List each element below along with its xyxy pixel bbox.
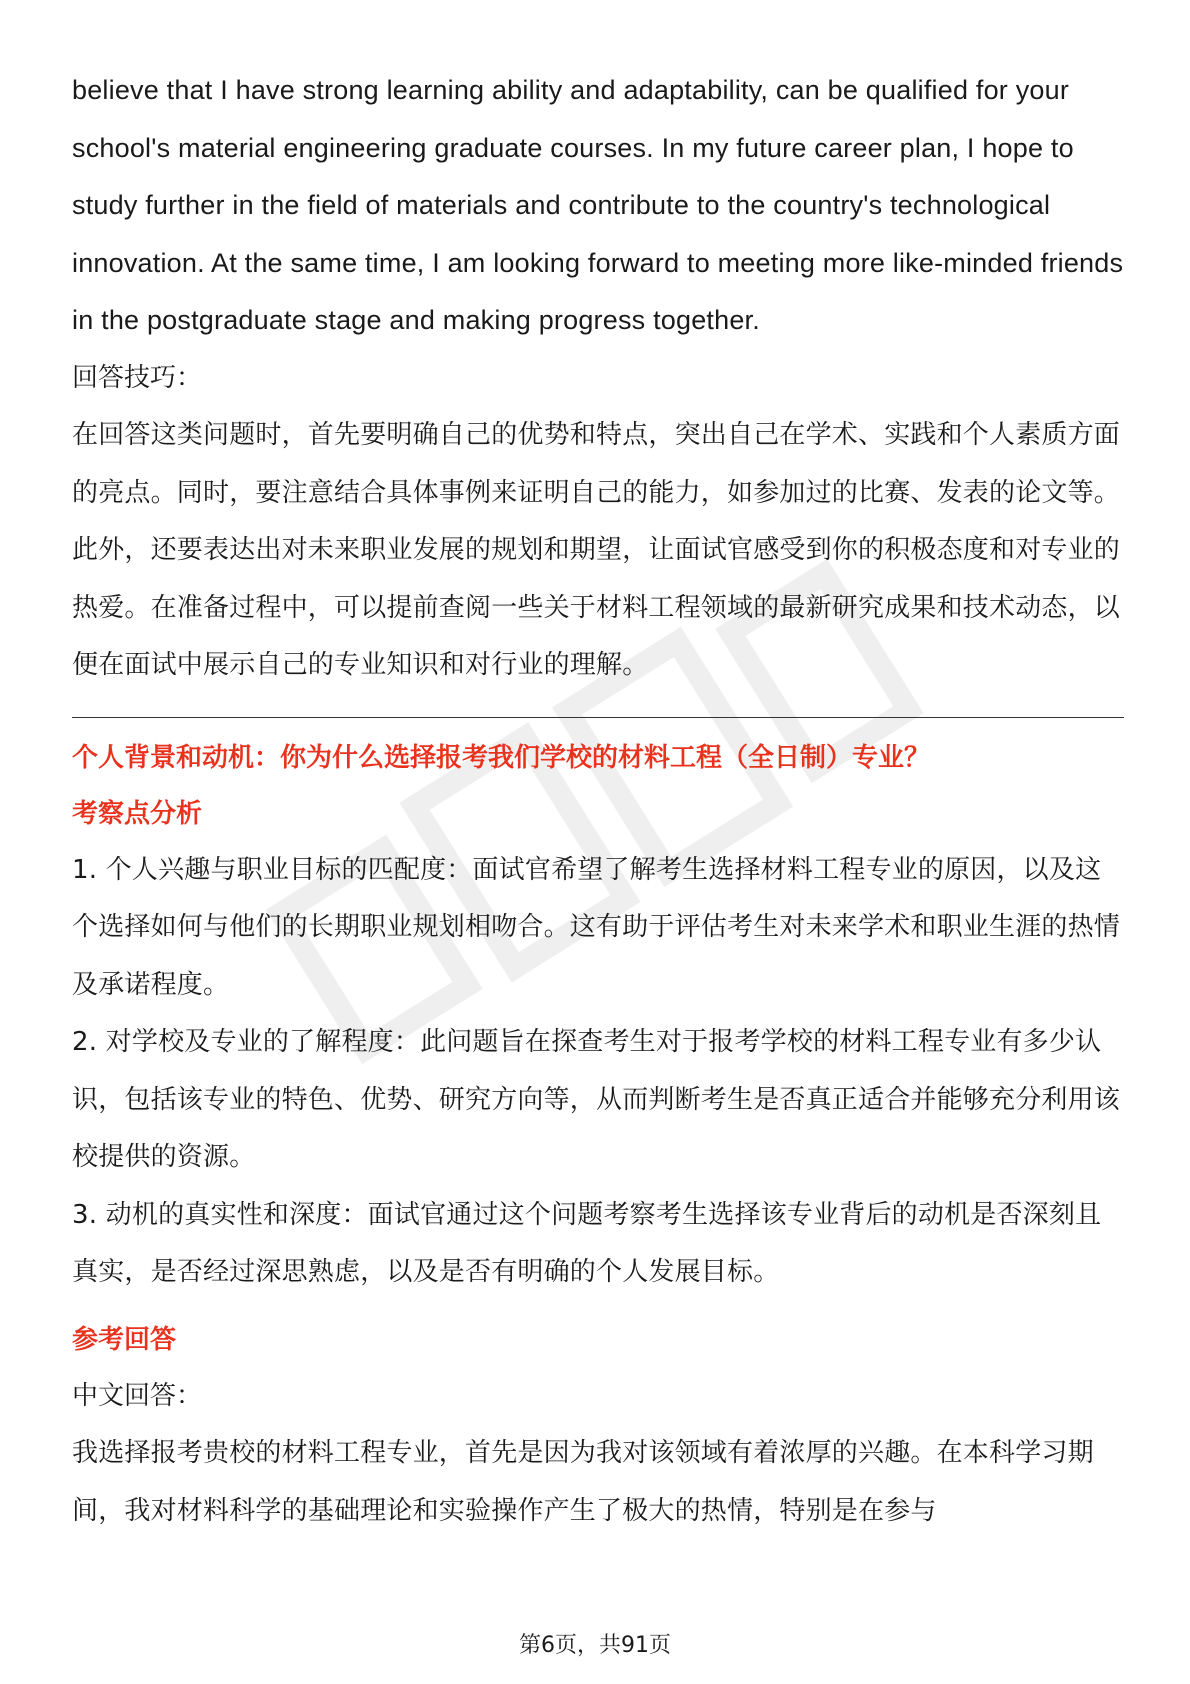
reference-title: 参考回答 (72, 1324, 177, 1355)
question-heading: 个人背景和动机：你为什么选择报考我们学校的材料工程（全日制）专业？ (72, 742, 931, 773)
analysis-title: 考察点分析 (72, 798, 203, 829)
intro-english-paragraph: believe that I have strong learning ability and adaptability, can be qualified for your school's material engineering graduate courses. In my future career plan, I hope to study further in the field of materials and contribute to the country's technological innovation. At the same time, I am looking forward to meeting more like-minded friends in the postgraduate stage and making progress together. (72, 75, 1124, 335)
document-page (72, 62, 1124, 1540)
reference-paragraph: 我选择报考贵校的材料工程专业，首先是因为我对该领域有着浓厚的兴趣。在本科学习期间，我对材料科学的基础理论和实验操作产生了极大的热情，特别是在参与 (72, 1438, 1094, 1526)
analysis-point-1: 1. 个人兴趣与职业目标的匹配度：面试官希望了解考生选择材料工程专业的原因，以及这个选择如何与他们的长期职业规划相吻合。这有助于评估考生对未来学术和职业生涯的热情及承诺程度。 (72, 854, 1121, 1000)
analysis-point-3: 3. 动机的真实性和深度：面试官通过这个问题考察考生选择该专业背后的动机是否深刻且真实，是否经过深思熟虑，以及是否有明确的个人发展目标。 (72, 1199, 1102, 1287)
page-footer: 第6页，共91页 (519, 1633, 671, 1658)
tips-label: 回答技巧： (72, 362, 203, 393)
reference-chinese-label: 中文回答： (72, 1380, 203, 1411)
tips-paragraph: 在回答这类问题时，首先要明确自己的优势和特点，突出自己在学术、实践和个人素质方面的亮点。同时，要注意结合具体事例来证明自己的能力，如参加过的比赛、发表的论文等。此外，还要表达出对未来职业发展的规划和期望，让面试官感受到你的积极态度和对专业的热爱。在准备过程中，可以提前查阅一些关于材料工程领域的最新研究成果和技术动态，以便在面试中展示自己的专业知识和对行业的理解。 (72, 420, 1121, 680)
analysis-point-2: 2. 对学校及专业的了解程度：此问题旨在探查考生对于报考学校的材料工程专业有多少认识，包括该专业的特色、优势、研究方向等，从而判断考生是否真正适合并能够充分利用该校提供的资源。 (72, 1027, 1121, 1172)
section-divider (72, 717, 1124, 718)
